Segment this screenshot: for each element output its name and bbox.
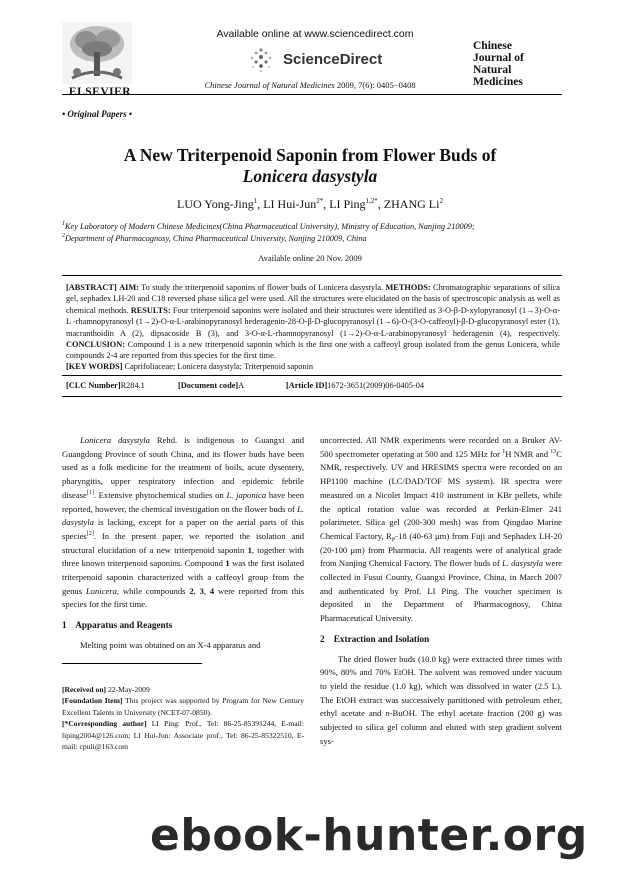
body-text: H NMR and: [505, 448, 551, 459]
journal-citation-detail: 2009, 7(6): 0405−0408: [334, 80, 416, 90]
affiliation-sup: 1: [62, 221, 65, 228]
author-sup: 1,2*: [365, 197, 378, 205]
compound-number: 2: [189, 585, 194, 596]
article-id-label: [Article ID]: [286, 381, 328, 390]
compound-number: 4: [209, 585, 215, 596]
footnote-rule: [62, 663, 202, 664]
body-paragraph: [320, 434, 562, 626]
sciencedirect-dots-logo: [248, 46, 274, 72]
aim-text: To study the triterpenoid saponins of flower buds of Lonicera dasystyla.: [138, 283, 386, 292]
species-name: L. japonica: [226, 489, 267, 500]
footnote-text: This project was supported by Program for New Century Excellent Talents in University (NCET-07-0850).: [62, 696, 304, 717]
conclusion-text: Compound 1 is a new triterpenoid saponin which is the first one with a caffeoyl group isolated from the genus Lonicera, while compounds 2-4 are reported from this species for the first time.: [66, 340, 560, 361]
doc-code-value: A: [238, 381, 245, 390]
compound-number: 3: [199, 585, 204, 596]
methods-label: METHODS:: [385, 283, 431, 292]
header-divider: [62, 94, 562, 95]
footnote-received: [62, 684, 304, 695]
intro-text: . Extensive phytochemical studies on: [93, 489, 227, 500]
intro-text: , together with three known triterpenoid saponins. Compound: [62, 544, 304, 569]
body-text: were collected in Fusui County, Guangxi Province, China, in March 2007 and authenticated by Prof. LI Ping. The voucher specimen is deposited in the Department of Pharmacognosy, China Pharmaceutical University.: [320, 558, 562, 624]
intro-text: is lacking, except for a paper on the aerial parts of this species: [62, 517, 304, 541]
journal-title-line: Natural: [473, 64, 512, 76]
footnote-label: [Foundation Item]: [62, 696, 123, 706]
results-text: Four triterpenoid saponins were isolated and their structures were identified as 3-O-β-D-xylopyranosyl (1→3)-O-α-L -rhamnopyranosyl (1→2)-O-α-L-arabinopyranosyl hederagenin-28-O-β-D-glucopyranosyl (1→6)-O-(3-O-caffeoyl)-β-D-glucopyranosyl ester (1), macranthoidin A (2), dipsacoside B (3), and 3-O-α-L-rhamnopyranosyl (1→2)-O-α-L-arabinopyranosyl hederagenin (4), respectively.: [66, 305, 561, 338]
publisher-name: ELSEVIER: [68, 86, 132, 98]
footnote-text: LI Ping: Prof., Tel: 86-25-85391244, E-mail: liping2004@126.com; LI Hui-Jun: Associate prof., Tel: 86-25-85322510, E-mail: cpuli@163.com: [62, 719, 304, 752]
body-text: C NMR, respectively. UV and HRESIMS spectra were recorded on an HP1100 machine (LC/DAD/TOF MS system). IR spectra were measured on a Nicolet Impact 410 instrument in KBr pellets, while the optical rotation value was recorded at Perkin-Elmer 241 polarimeter. Silica gel (200-300 mesh) was from Qingdao Marine Chemical Factory, R: [320, 448, 562, 541]
section-heading: [62, 619, 304, 633]
italic-prefix: n: [385, 708, 390, 719]
body-text: uncorrected. All NMR experiments were recorded on a Bruker AV-500 spectrometer operating at 500 and 125 MHz for: [320, 435, 562, 459]
aim-label: AIM:: [119, 283, 139, 292]
intro-text: , while compounds: [116, 585, 190, 596]
footnote-correspondence: [62, 718, 304, 752]
section-number: 1: [62, 620, 67, 631]
section-title: Apparatus and Reagents: [75, 620, 173, 631]
section-number: 2: [320, 633, 325, 644]
keywords-text: Caprifoliaceae; Lonicera dasystyla; Triterpenoid saponin: [122, 362, 314, 371]
affiliation: [62, 234, 562, 243]
compound-number: 1: [225, 558, 230, 569]
author-sup: 2: [439, 197, 443, 205]
author-name: ZHANG Li: [383, 197, 440, 211]
classification-row: [66, 381, 560, 390]
genus-name: Lonicera: [85, 585, 117, 596]
body-paragraph: Melting point was obtained on an X-4 apparatus and: [80, 639, 261, 650]
author-list: LUO Yong-Jing$^1$, LI Hui-Jun$^{2*}$, LI Ping$^{1,2*}$, ZHANG Li$^2$: [177, 197, 443, 211]
affiliation: [62, 222, 562, 231]
clc-label: [CLC Number]: [66, 381, 121, 390]
elsevier-tree-logo: [62, 22, 132, 84]
footnote-text: 22-May-2009: [106, 685, 150, 694]
watermark-text: ebook-hunter.org: [150, 810, 588, 861]
species-name: Lonicera dasystyla: [80, 435, 150, 445]
article-title: A New Triterpenoid Saponin from Flower Buds of: [123, 145, 497, 165]
author-sup: 2*: [316, 197, 324, 205]
species-name: L. dasystyla: [62, 503, 304, 528]
journal-title-line: Medicines: [473, 76, 523, 88]
clc-value: R284.1: [120, 381, 145, 390]
keywords-rule: [62, 375, 562, 376]
intro-text: . In the present paper, we reported the isolation and structural elucidation of a new triterpenoid saponin: [62, 530, 304, 555]
intro-text: were reported from this species for the first time.: [62, 585, 305, 610]
intro-text: was the first isolated triterpenoid saponin characterized with a caffeoyl group from the genus: [62, 558, 304, 596]
author-name: LUO Yong-Jing: [177, 197, 254, 211]
footnote-foundation: [62, 695, 304, 718]
body-column-left: [62, 434, 304, 653]
journal-title-line: Journal of: [473, 52, 524, 64]
methods-text: Chromatographic separations of silica gel, sephadex LH-20 and C18 reversed phase silica gel were used. All the structures were elucidated on the basis of spectroscopic analysis as well as chemical methods.: [66, 283, 560, 315]
sciencedirect-wordmark: ScienceDirect: [283, 51, 383, 68]
keywords: [66, 362, 560, 371]
keywords-label: [KEY WORDS]: [66, 362, 123, 371]
body-column-right: [320, 434, 562, 748]
section-label: • Original Papers •: [62, 109, 133, 119]
reference-mark[interactable]: [1]: [86, 489, 94, 496]
author-name: LI Ping: [329, 197, 366, 211]
journal-title: [473, 40, 524, 88]
article-title-species: Lonicera dasystyla: [242, 166, 378, 186]
section-heading: [320, 633, 562, 647]
journal-citation-name: Chinese Journal of Natural Medicines: [204, 80, 335, 90]
intro-text: have been reported, however, the chemical investigation on the flower buds of: [62, 489, 304, 514]
body-text: -BuOH. The ethyl acetate fraction (200 g) was subjected to silica gel column and eluted with step gradient solvent sys-: [320, 708, 562, 746]
article-id-value: 1672-3651(2009)06-0405-04: [327, 381, 425, 390]
abstract-top-rule: [62, 275, 562, 276]
abstract-block: [66, 282, 560, 362]
journal-citation: [180, 80, 440, 90]
results-label: RESULTS:: [130, 305, 171, 315]
affiliation-text: Key Laboratory of Modern Chinese Medicines(China Pharmaceutical University), Ministry of Education, Nanjing 210009;: [65, 222, 475, 231]
author-sup: 1: [253, 197, 258, 205]
footnote-label: [Received on]: [62, 685, 107, 694]
subscript: P: [391, 537, 396, 544]
available-online-banner[interactable]: Available online at www.sciencedirect.com: [216, 28, 414, 40]
affiliation-text: Department of Pharmacognosy, China Pharmaceutical University, Nanjing 210009, China: [65, 234, 367, 243]
section-title: Extraction and Isolation: [333, 633, 430, 644]
reference-mark[interactable]: [2]: [86, 531, 94, 538]
body-text: -18 (40-63 μm) from Fuji and Sephadex LH-20 (20-100 μm) from Pharmacia. All reagents were of analytical grade from Nanjing Chemical Factory. The flower buds of: [320, 530, 562, 569]
body-text: The dried flower buds (10.0 kg) were extracted three times with 90%, 80% and 70% EtOH. The solvent was removed under vacuum to yield the residue (1.0 kg), which was dissolved in water (2.5 L). The EtOH extract was successively partitioned with petroleum ether, ethyl acetate and: [320, 653, 562, 719]
journal-title-line: Chinese: [473, 40, 512, 52]
conclusion-label: CONCLUSION:: [66, 340, 126, 350]
species-name: L. dasystyla: [501, 558, 544, 569]
intro-text: Rehd. is indigenous to Guangxi and Guangdong Province of south China, and its flower buds have been used as a folk medicine for the treatment of boils, acute dysentery, pharyngitis, upper respiratory infection and epidemic febrile disease: [62, 435, 304, 500]
compound-number: 1: [247, 544, 252, 555]
affiliation-sup: 2: [62, 233, 65, 240]
intro-paragraph: Lonicera dasystyla Rehd. is indigenous to Guangxi and Guangdong Province of south China, and its flower buds have been used as a folk medicine for the treatment of boils, acute dysentery, pharyngitis, upper respiratory infection and epidemic febrile disease[1]. Extensive phytochemical studies on L. japonica have been reported, however, the chemical investigation on the flower buds of L. dasystyla is lacking, except for a paper on the aerial parts of this species[2]. In the present paper, we reported the isolation and structural elucidation of a new triterpenoid saponin 1, together with three known triterpenoid saponins. Compound 1 was the first isolated triterpenoid saponin characterized with a caffeoyl group from the genus Lonicera, while compounds 2, 3, 4 were reported from this species for the first time.: [62, 435, 305, 610]
footnote-label: [*Corresponding author]: [62, 719, 147, 729]
author-name: LI Hui-Jun: [263, 197, 317, 211]
doc-code-label: [Document code]: [178, 381, 239, 390]
isotope-sup: 1: [502, 448, 506, 455]
body-paragraph: [320, 653, 562, 749]
footnotes: [62, 684, 304, 752]
online-date: Available online 20 Nov. 2009: [258, 253, 362, 263]
abstract-label: [ABSTRACT]: [66, 283, 117, 292]
classification-rule: [62, 396, 562, 397]
isotope-sup: 13: [550, 448, 557, 455]
